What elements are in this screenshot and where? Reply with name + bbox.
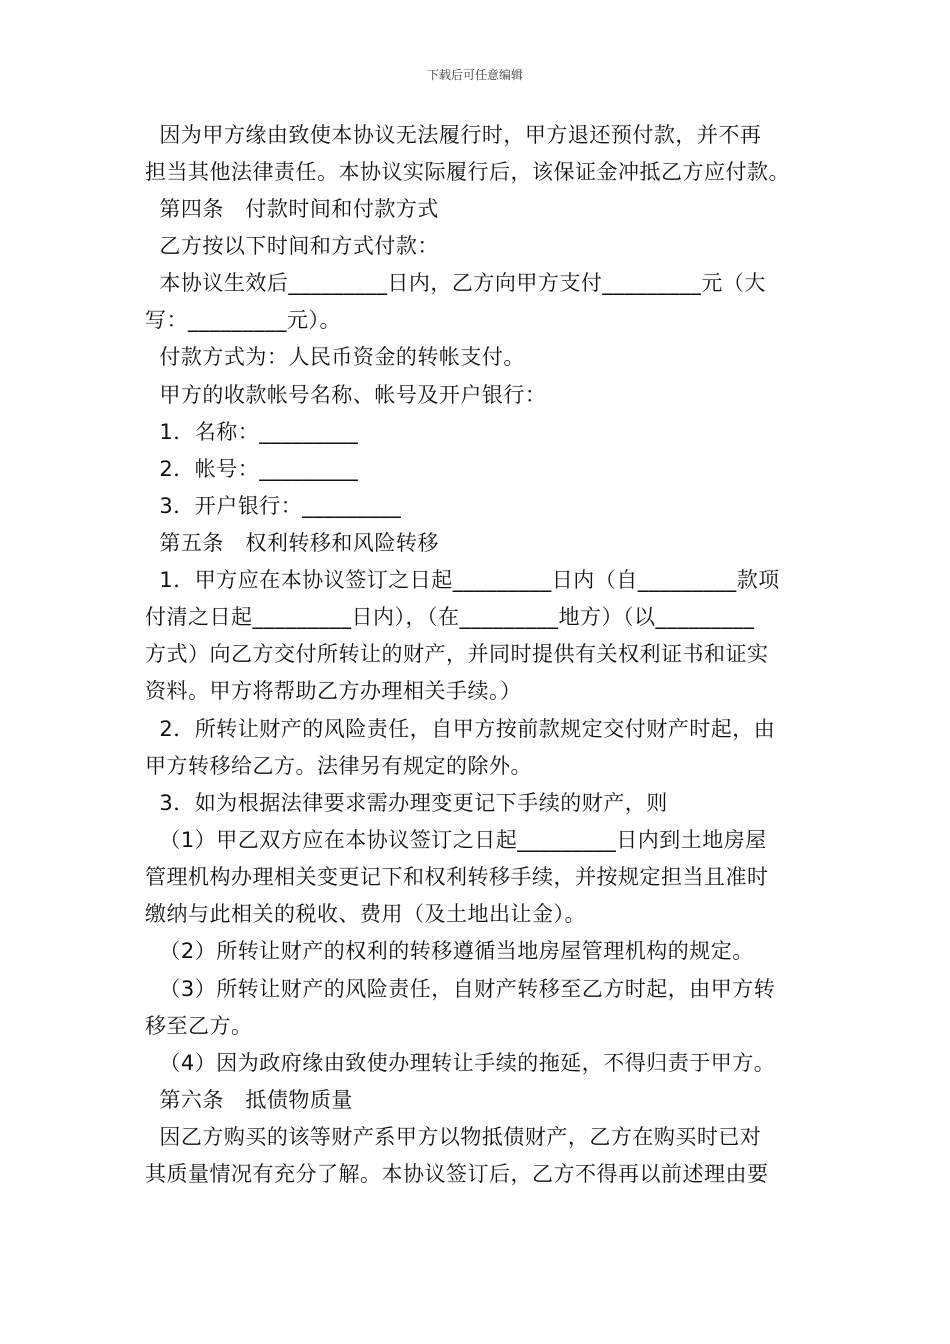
text-line: 本协议生效后_________日内，乙方向甲方支付_________元（大 bbox=[145, 271, 766, 295]
text-line: （3）所转让财产的风险责任，自财产转移至乙方时起，由甲方转 bbox=[145, 977, 776, 1001]
text-line: 资料。甲方将帮助乙方办理相关手续。） bbox=[145, 679, 522, 703]
text-line: 3．如为根据法律要求需办理变更记下手续的财产，则 bbox=[145, 791, 668, 815]
text-line: （2）所转让财产的权利的转移遵循当地房屋管理机构的规定。 bbox=[145, 939, 754, 963]
section-heading: 第五条 权利转移和风险转移 bbox=[145, 531, 439, 555]
text-line: 甲方转移给乙方。法律另有规定的除外。 bbox=[145, 754, 532, 778]
section-heading: 第四条 付款时间和付款方式 bbox=[145, 197, 439, 221]
text-line: 方式）向乙方交付所转让的财产，并同时提供有关权利证书和证实 bbox=[145, 642, 769, 666]
text-line: 1．甲方应在本协议签订之日起_________日内（自_________款项 bbox=[145, 568, 780, 592]
text-line: 甲方的收款帐号名称、帐号及开户银行： bbox=[145, 383, 547, 407]
text-line: 移至乙方。 bbox=[145, 1014, 253, 1038]
text-line: 因乙方购买的该等财产系甲方以物抵债财产，乙方在购买时已对 bbox=[145, 1125, 762, 1149]
text-line: 写：_________元）。 bbox=[145, 308, 341, 332]
text-line: 其质量情况有充分了解。本协议签订后，乙方不得再以前述理由要 bbox=[145, 1162, 769, 1186]
text-line: （1）甲乙双方应在本协议签订之日起_________日内到土地房屋 bbox=[145, 828, 767, 852]
text-line: 乙方按以下时间和方式付款： bbox=[145, 234, 439, 258]
list-item: 2．帐号：_________ bbox=[145, 457, 359, 481]
page-header: 下载后可任意编辑 bbox=[426, 68, 523, 82]
text-line: 因为甲方缘由致使本协议无法履行时，甲方退还预付款，并不再 bbox=[145, 123, 762, 147]
text-line: 管理机构办理相关变更记下和权利转移手续，并按规定担当且准时 bbox=[145, 865, 769, 889]
list-item: 3．开户银行：_________ bbox=[145, 494, 402, 518]
section-heading: 第六条 抵债物质量 bbox=[145, 1088, 353, 1112]
text-line: 缴纳与此相关的税收、费用（及土地出让金）。 bbox=[145, 902, 586, 926]
text-line: 付款方式为：人民币资金的转帐支付。 bbox=[145, 345, 525, 369]
text-line: 担当其他法律责任。本协议实际履行后，该保证金冲抵乙方应付款。 bbox=[145, 160, 790, 184]
text-line: 付清之日起_________日内），（在_________地方）（以_________ bbox=[145, 605, 755, 629]
list-item: 1．名称：_________ bbox=[145, 420, 359, 444]
text-line: 2．所转让财产的风险责任，自甲方按前款规定交付财产时起，由 bbox=[145, 717, 776, 741]
text-line: （4）因为政府缘由致使办理转让手续的拖延，不得归责于甲方。 bbox=[145, 1051, 776, 1075]
